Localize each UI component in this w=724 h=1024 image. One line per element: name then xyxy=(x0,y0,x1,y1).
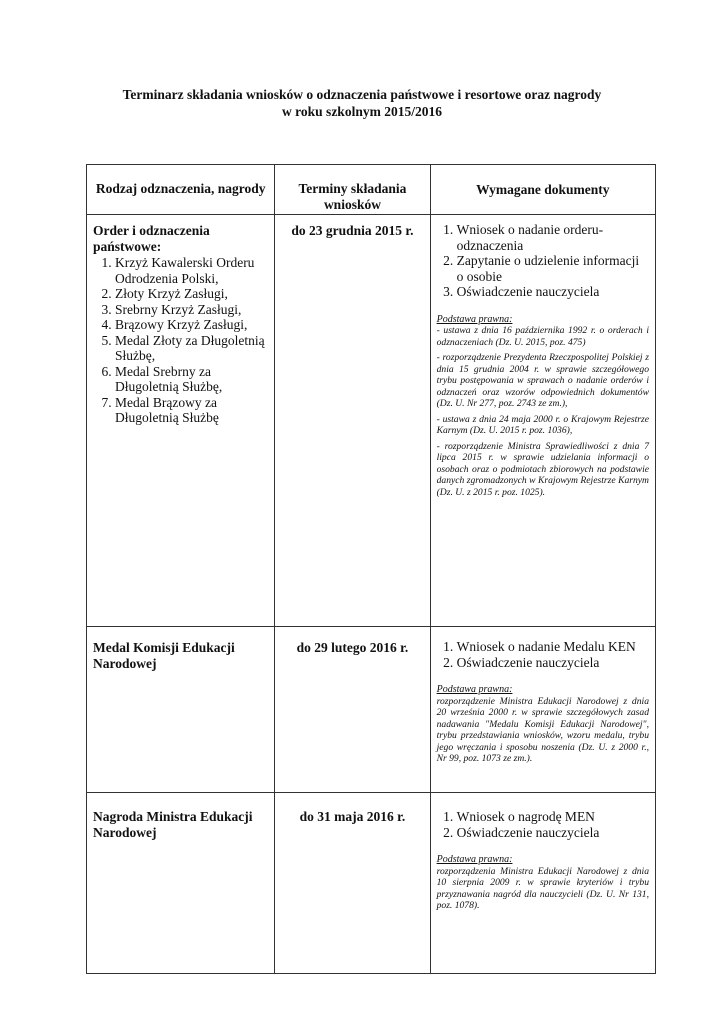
legal-basis-header: Podstawa prawna: xyxy=(436,854,513,865)
list-item: 7. Medal Brązowy za Długoletnią Służbę xyxy=(115,395,270,426)
deadline-text: do 23 grudnia 2015 r. xyxy=(291,223,414,238)
list-item: 2. Oświadczenie nauczyciela xyxy=(457,825,649,841)
legal-basis xyxy=(437,314,649,499)
category-title: Nagroda Ministra Edukacji Narodowej xyxy=(93,809,253,840)
list-item: 2. Zapytanie o udzielenie informacji o osobie xyxy=(457,253,649,284)
header-documents-label: Wymagane dokumenty xyxy=(476,182,610,197)
table-row xyxy=(87,215,656,627)
list-item: 1. Wniosek o nagrodę MEN xyxy=(457,809,649,825)
header-deadline-label: Terminy składania wniosków xyxy=(298,181,407,212)
legal-entry: - rozporządzenie Ministra Sprawiedliwości z dnia 7 lipca 2015 r. w sprawie udzielania informacji o osobach oraz o podmiotach zbiorowych na podstawie danych zgromadzonych w Krajowym Rejestrze Karnym (Dz. U. z 2015 r. poz. 1025). xyxy=(436,440,649,498)
list-item: 2. Oświadczenie nauczyciela xyxy=(457,655,649,671)
deadline-text: do 31 maja 2016 r. xyxy=(299,809,406,824)
page-title xyxy=(60,86,664,120)
table-row xyxy=(87,627,656,793)
header-type-label: Rodzaj odznaczenia, nagrody xyxy=(95,181,266,196)
documents-list xyxy=(437,222,649,300)
category-cell xyxy=(87,627,275,793)
category-title: Order i odznaczenia państwowe: xyxy=(93,223,210,254)
list-item: 3. Srebrny Krzyż Zasługi, xyxy=(115,302,270,318)
awards-schedule-table xyxy=(86,164,656,974)
category-items xyxy=(87,255,274,426)
table-header-row xyxy=(87,165,656,215)
deadline-cell xyxy=(275,215,430,627)
list-item: 4. Brązowy Krzyż Zasługi, xyxy=(115,317,270,333)
documents-cell xyxy=(430,215,655,627)
list-item: 6. Medal Srebrny za Długoletnią Służbę, xyxy=(115,364,270,395)
list-item: 5. Medal Złoty za Długoletnią Służbę, xyxy=(115,333,270,364)
deadline-cell xyxy=(275,793,430,974)
header-cell-type xyxy=(87,165,275,215)
header-cell-deadline xyxy=(275,165,430,215)
title-line-1: Terminarz składania wniosków o odznaczenia państwowe i resortowe oraz nagrody xyxy=(122,87,602,102)
legal-entry: - rozporządzenie Prezydenta Rzeczpospolitej Polskiej z dnia 15 grudnia 2004 r. w sprawie szczegółowego trybu postępowania w sprawach o nadanie orderów i odznaczeń oraz wzorów odpowiednich dokumentów (Dz. U. Nr 277, poz. 2743 ze zm.), xyxy=(436,352,649,409)
legal-entry: - ustawa z dnia 24 maja 2000 r. o Krajowym Rejestrze Karnym (Dz. U. 2015 r. poz. 1036), xyxy=(436,413,649,436)
title-line-2: w roku szkolnym 2015/2016 xyxy=(282,104,442,119)
documents-cell xyxy=(430,793,655,974)
legal-basis-header: Podstawa prawna: xyxy=(436,313,513,325)
list-item: 1. Wniosek o nadanie Medalu KEN xyxy=(457,639,649,655)
legal-entry: - ustawa z dnia 16 października 1992 r. o orderach i odznaczeniach (Dz. U. 2015, poz. 475) xyxy=(436,325,649,348)
legal-entry: rozporządzenia Ministra Edukacji Narodowej z dnia 10 sierpnia 2009 r. w sprawie kryteriów i trybu przyznawania nagród dla nauczycieli (Dz. U. Nr 131, poz. 1078). xyxy=(436,865,649,911)
legal-entry: rozporządzenie Ministra Edukacji Narodowej z dnia 20 września 2000 r. w sprawie szczegółowych zasad nadawania "Medalu Komisji Edukacji Narodowej", trybu przedstawiania wniosków, wzoru medalu, trybu jego wręczania i sposobu noszenia (Dz. U. z 2000 r., Nr 99, poz. 1073 ze zm.). xyxy=(436,695,649,764)
table-row xyxy=(87,793,656,974)
list-item: 2. Złoty Krzyż Zasługi, xyxy=(115,286,270,302)
category-cell xyxy=(87,215,275,627)
list-item: 1. Krzyż Kawalerski Orderu Odrodzenia Polski, xyxy=(115,255,270,286)
header-cell-documents xyxy=(430,165,655,215)
documents-list xyxy=(437,809,649,840)
category-cell xyxy=(87,793,275,974)
documents-list xyxy=(437,639,649,670)
deadline-text: do 29 lutego 2016 r. xyxy=(296,640,409,655)
legal-basis xyxy=(437,854,649,912)
deadline-cell xyxy=(275,627,430,793)
category-title: Medal Komisji Edukacji Narodowej xyxy=(93,640,235,671)
documents-cell xyxy=(430,627,655,793)
list-item: 1. Wniosek o nadanie orderu-odznaczenia xyxy=(457,222,649,253)
legal-basis-header: Podstawa prawna: xyxy=(436,684,513,695)
list-item: 3. Oświadczenie nauczyciela xyxy=(457,284,649,300)
legal-basis xyxy=(437,684,649,765)
